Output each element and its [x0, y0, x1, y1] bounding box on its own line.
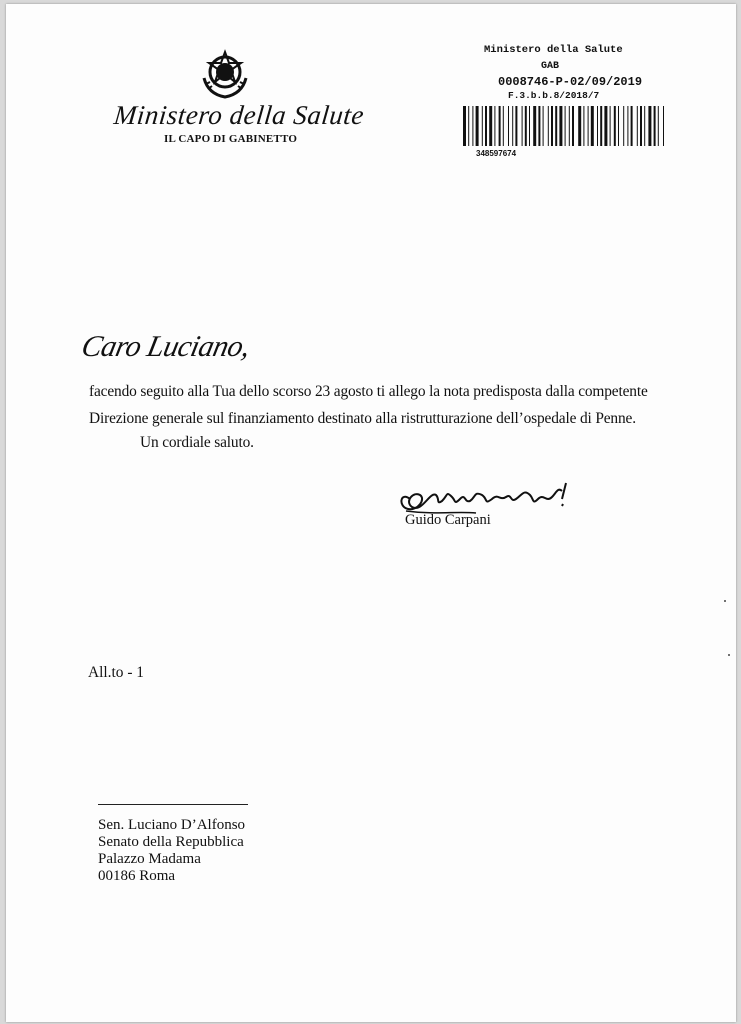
paragraph-line-2: Direzione generale sul finanziamento destinato alla ristrutturazione dell’ospedale di Penne.	[89, 410, 636, 427]
recipient-building: Palazzo Madama	[98, 851, 201, 867]
stamp-office-code: GAB	[541, 61, 560, 72]
scan-speck	[728, 654, 730, 656]
recipient-institution: Senato della Repubblica	[98, 834, 244, 850]
recipient-name: Sen. Luciano D’Alfonso	[98, 817, 246, 833]
stamp-protocol-number: 0008746-P-02/09/2019	[498, 75, 643, 89]
attachment-note: All.to - 1	[88, 664, 145, 681]
republic-emblem-icon	[198, 48, 252, 100]
barcode-number: 348597674	[476, 149, 517, 158]
recipient-city: 00186 Roma	[98, 868, 176, 884]
scan-speck	[724, 600, 726, 602]
stamp-ministry: Ministero della Salute	[484, 44, 623, 56]
signatory-name: Guido Carpani	[405, 512, 491, 528]
closing: Un cordiale saluto.	[140, 434, 254, 451]
salutation: Caro Luciano,	[78, 330, 254, 363]
office-title: IL CAPO DI GABINETTO	[164, 133, 298, 145]
ministry-name: Ministero della Salute	[112, 100, 366, 130]
address-divider	[98, 804, 248, 805]
stamp-classification: F.3.b.b.8/2018/7	[508, 90, 600, 101]
letter-page	[6, 4, 736, 1022]
barcode-icon	[461, 104, 666, 150]
paragraph-line-1: facendo seguito alla Tua dello scorso 23 agosto ti allego la nota predisposta dalla competente	[89, 383, 648, 400]
